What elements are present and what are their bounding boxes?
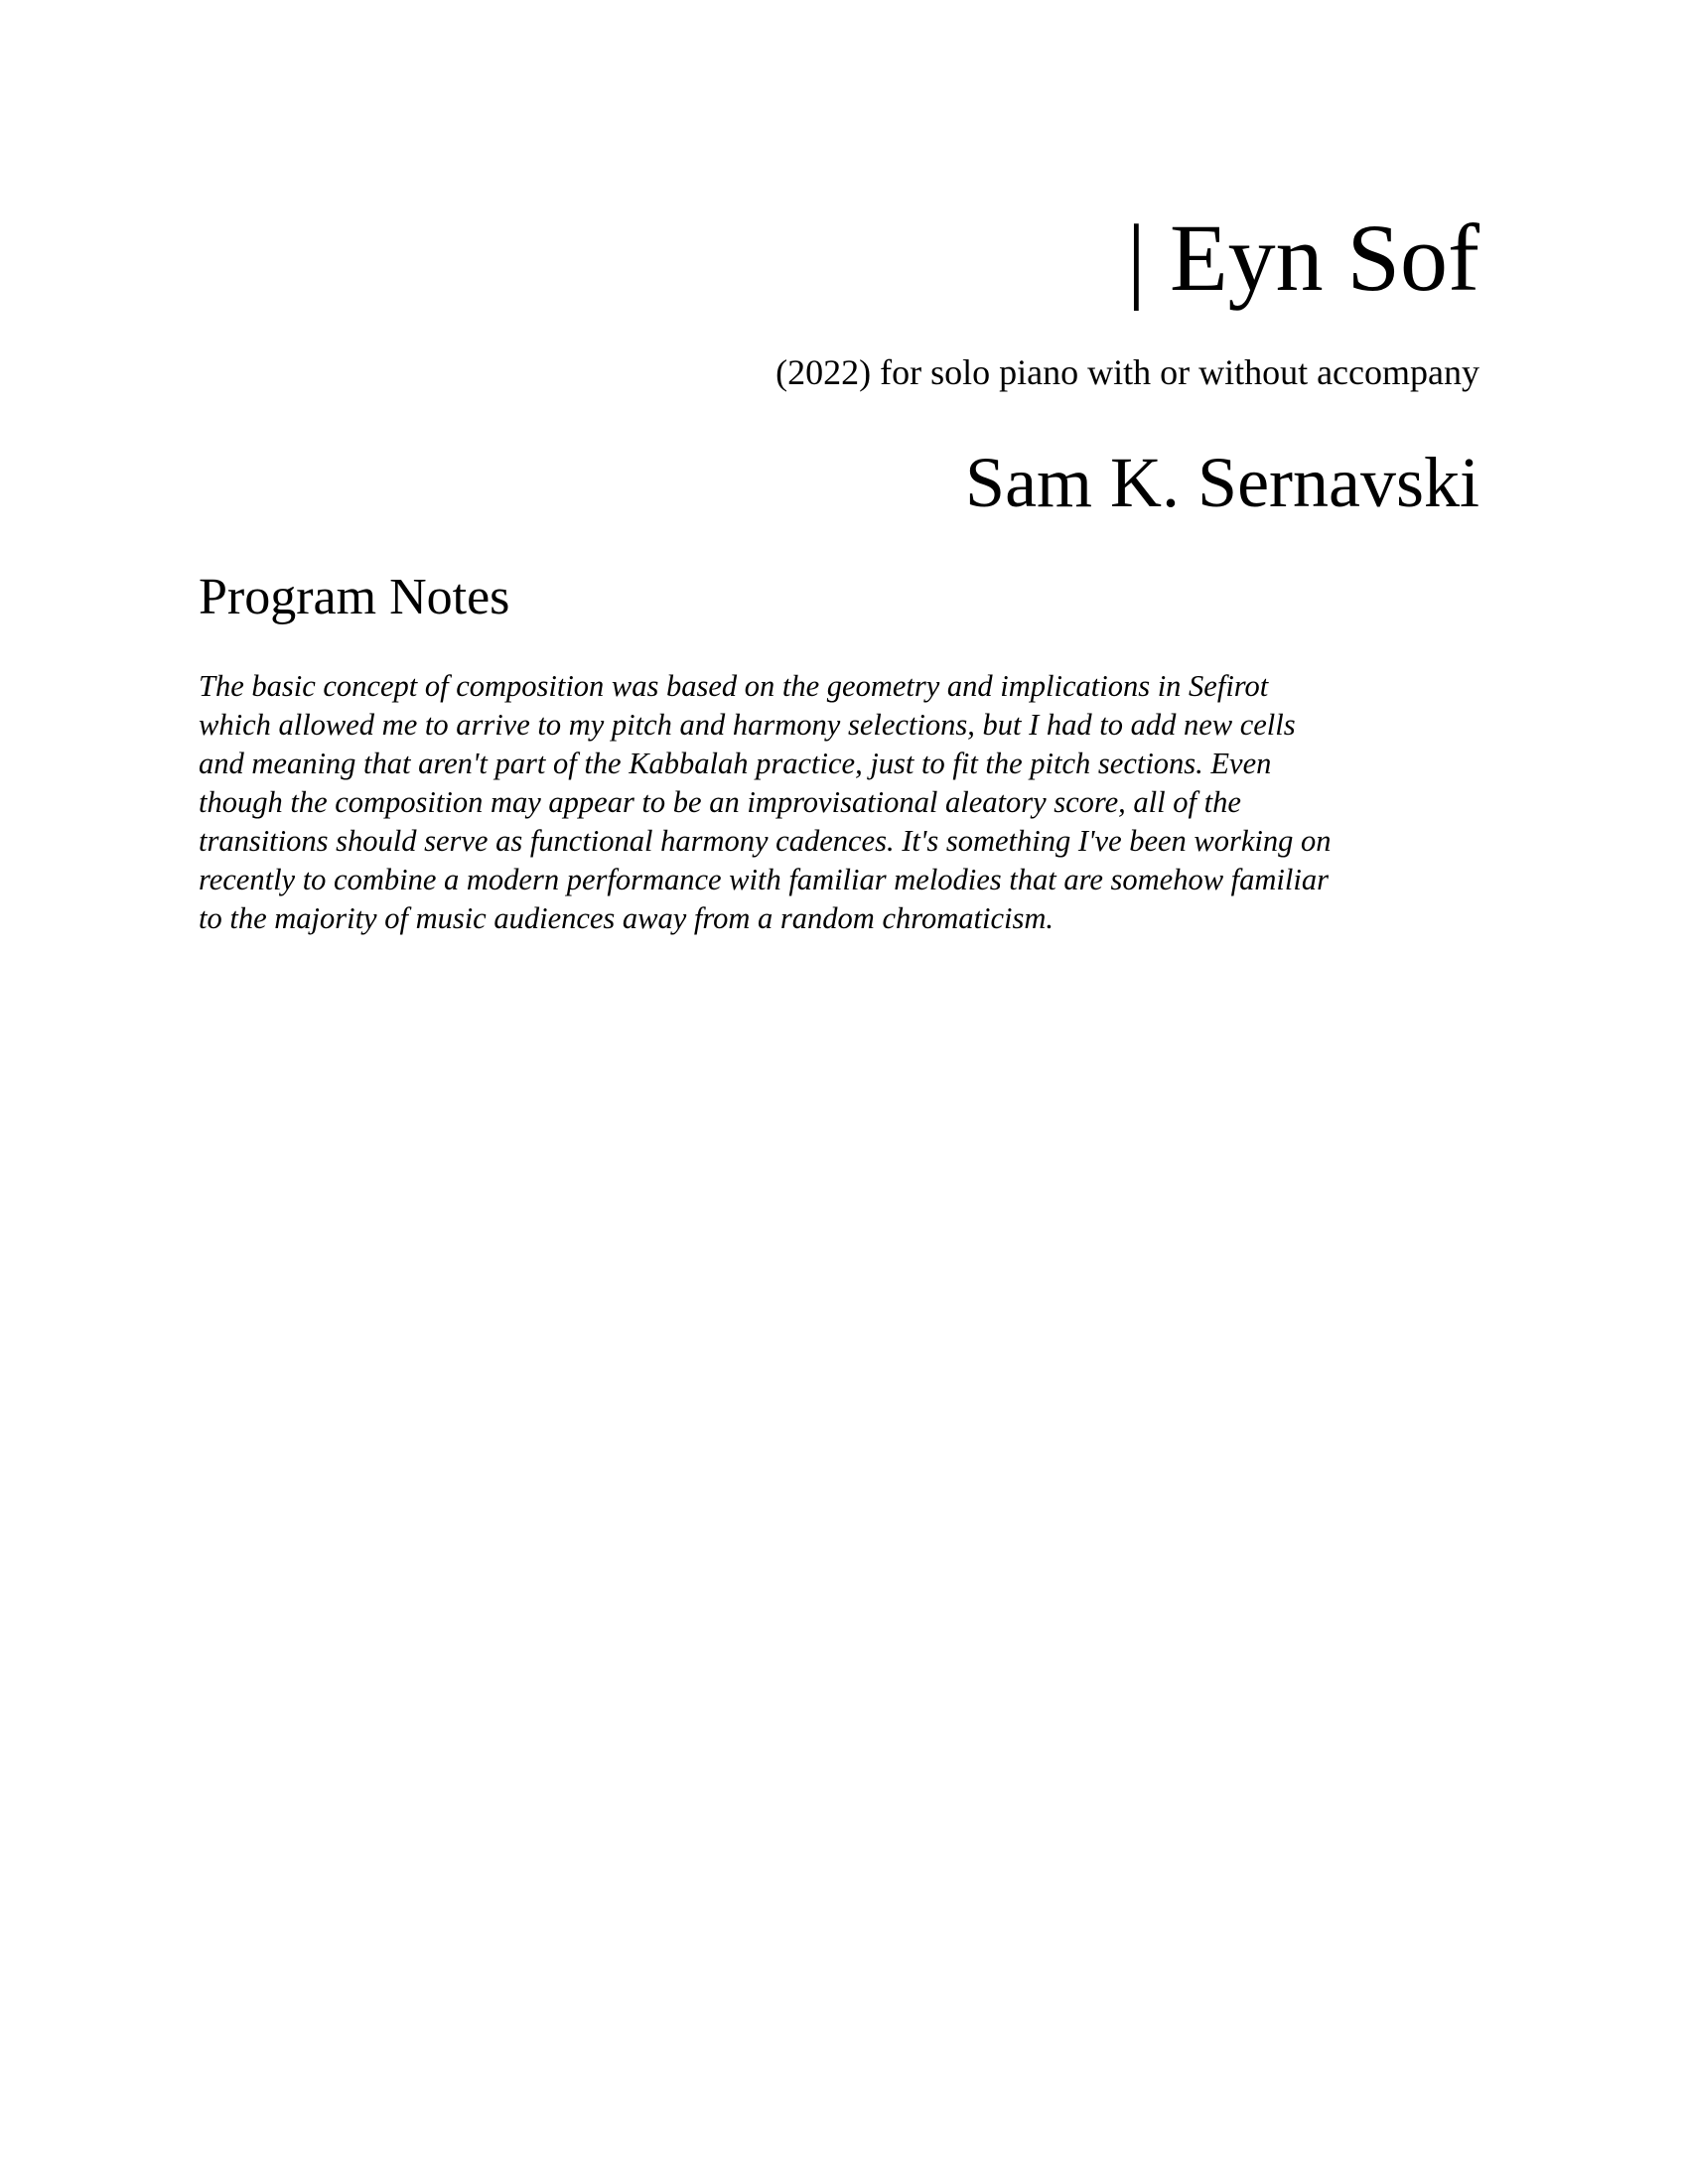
program-notes-line: recently to combine a modern performance with familiar melodies that are somehow familiar	[199, 863, 1329, 896]
piece-title: | Eyn Sof	[1126, 205, 1479, 311]
composer-name: Sam K. Sernavski	[965, 443, 1479, 522]
program-notes-line: and meaning that aren't part of the Kabbalah practice, just to fit the pitch sections. Even	[199, 747, 1272, 780]
program-notes-line: to the majority of music audiences away from a random chromaticism.	[199, 901, 1054, 935]
program-notes-text	[199, 667, 1489, 938]
program-notes-line: The basic concept of composition was based on the geometry and implications in Sefirot	[199, 669, 1269, 703]
program-notes-heading: Program Notes	[199, 569, 510, 625]
program-notes-line: which allowed me to arrive to my pitch and harmony selections, but I had to add new cells	[199, 708, 1296, 742]
program-notes-line: transitions should serve as functional harmony cadences. It's something I've been working on	[199, 824, 1332, 858]
piece-subtitle: (2022) for solo piano with or without accompany	[775, 352, 1479, 392]
program-notes-line: though the composition may appear to be an improvisational aleatory score, all of the	[199, 785, 1241, 819]
